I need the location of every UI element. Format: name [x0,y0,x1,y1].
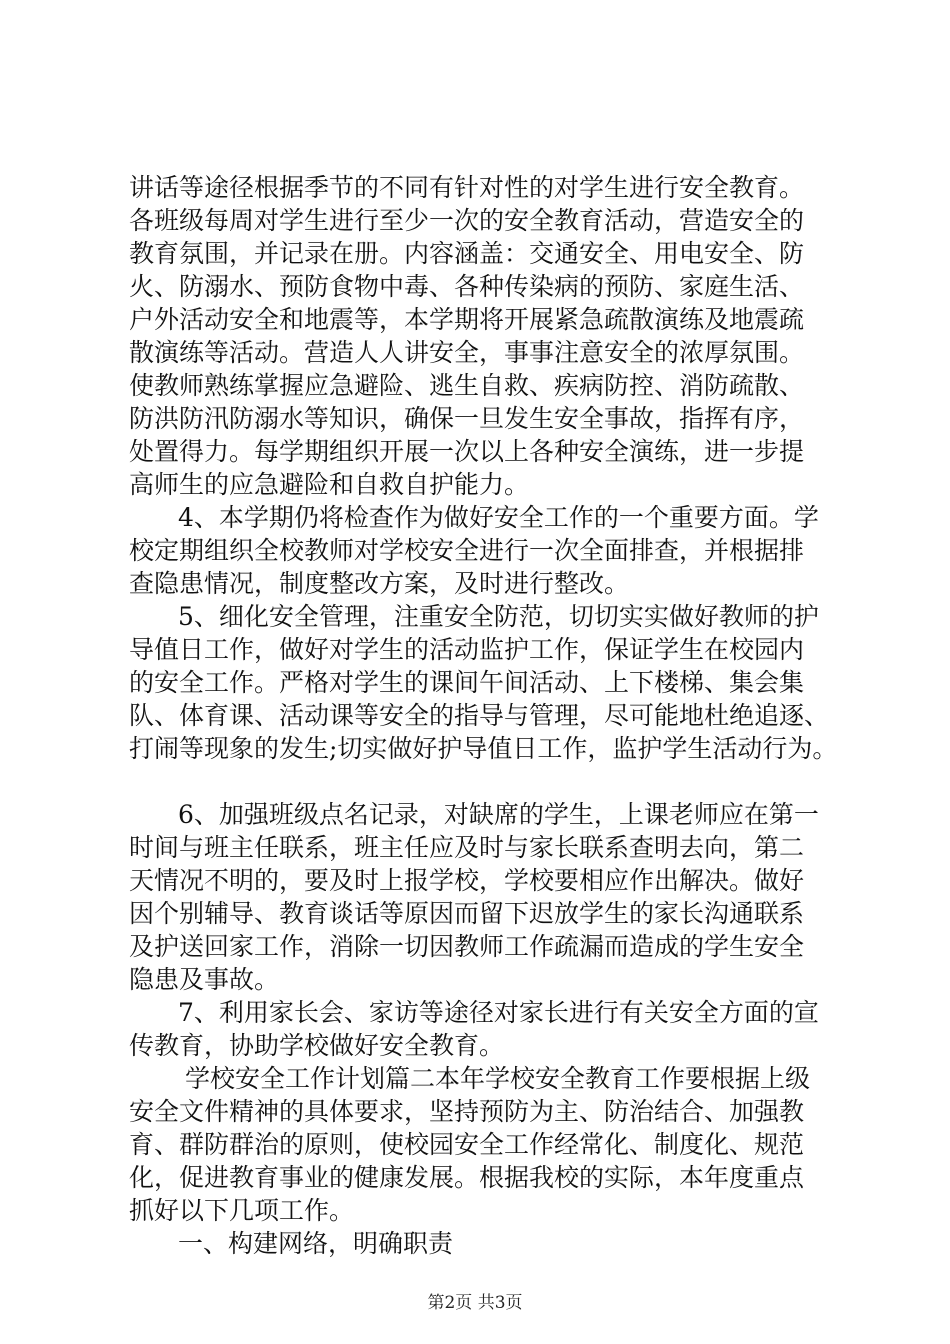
text-line: 安全文件精神的具体要求，坚持预防为主、防治结合、加强教 [129,1097,805,1126]
text-line: 查隐患情况，制度整改方案，及时进行整改。 [129,569,630,598]
text-line: 育、群防群治的原则，使校园安全工作经常化、制度化、规范 [129,1130,805,1159]
text-line: 抓好以下几项工作。 [129,1196,355,1225]
text-line: 使教师熟练掌握应急避险、逃生自救、疾病防控、消防疏散、 [129,371,805,400]
text-line: 时间与班主任联系，班主任应及时与家长联系查明去向，第二 [129,833,805,862]
text-line: 高师生的应急避险和自救自护能力。 [129,470,530,499]
text-line: 散演练等活动。营造人人讲安全，事事注意安全的浓厚氛围。 [129,338,805,367]
text-line: 化，促进教育事业的健康发展。根据我校的实际，本年度重点 [129,1163,805,1192]
text-line: 的安全工作。严格对学生的课间午间活动、上下楼梯、集会集 [129,668,805,697]
text-line: 校定期组织全校教师对学校安全进行一次全面排查，并根据排 [129,536,805,565]
text-line: 导值日工作，做好对学生的活动监护工作，保证学生在校园内 [129,635,805,664]
text-line: 户外活动安全和地震等，本学期将开展紧急疏散演练及地震疏 [129,305,805,334]
text-line: 队、体育课、活动课等安全的指导与管理，尽可能地杜绝追逐、 [129,701,830,730]
text-line: 5、细化安全管理，注重安全防范，切切实实做好教师的护 [178,602,819,631]
text-line: 打闹等现象的发生;切实做好护导值日工作，监护学生活动行为。 [129,734,838,763]
text-line: 学校安全工作计划篇二本年学校安全教育工作要根据上级 [185,1064,811,1093]
text-line: 教育氛围，并记录在册。内容涵盖：交通安全、用电安全、防 [129,239,805,268]
text-line: 6、加强班级点名记录，对缺席的学生，上课老师应在第一 [178,800,819,829]
page-number-footer: 第2页 共3页 [427,1293,523,1313]
text-line: 各班级每周对学生进行至少一次的安全教育活动，营造安全的 [129,206,805,235]
text-line: 4、本学期仍将检查作为做好安全工作的一个重要方面。学 [178,503,819,532]
section-heading: 一、构建网络，明确职责 [178,1229,454,1258]
text-line: 及护送回家工作，消除一切因教师工作疏漏而造成的学生安全 [129,932,805,961]
text-line: 讲话等途径根据季节的不同有针对性的对学生进行安全教育。 [129,173,805,202]
text-line: 火、防溺水、预防食物中毒、各种传染病的预防、家庭生活、 [129,272,805,301]
text-line: 天情况不明的，要及时上报学校，学校要相应作出解决。做好 [129,866,805,895]
text-line: 传教育，协助学校做好安全教育。 [129,1031,505,1060]
text-line: 7、利用家长会、家访等途径对家长进行有关安全方面的宣 [178,998,819,1027]
text-line: 防洪防汛防溺水等知识，确保一旦发生安全事故，指挥有序， [129,404,805,433]
text-line: 处置得力。每学期组织开展一次以上各种安全演练，进一步提 [129,437,805,466]
text-line: 隐患及事故。 [129,965,280,994]
text-line: 因个别辅导、教育谈话等原因而留下迟放学生的家长沟通联系 [129,899,805,928]
